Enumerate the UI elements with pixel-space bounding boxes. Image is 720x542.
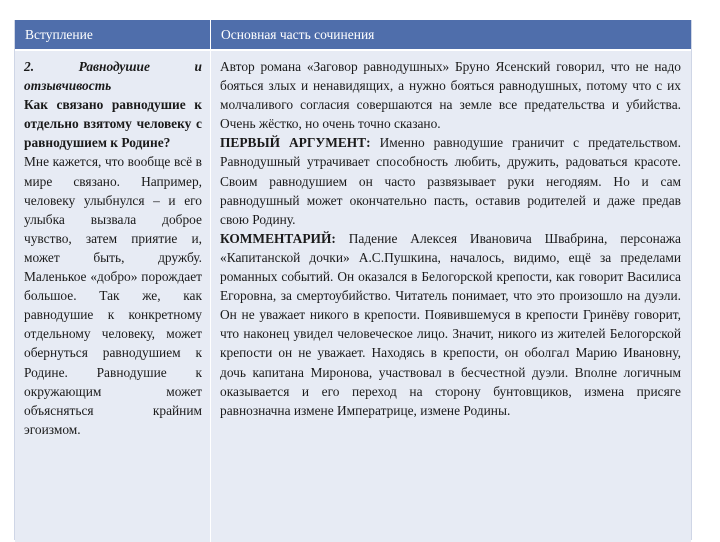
main-argument: [220, 133, 681, 228]
argument-text: Именно равнодушие граничит с предательством. Равнодушный утрачивает способность любить, дружить, радоваться красоте. Своим равнодушием он часто развязывает руки негодяям. Но и сам равнодушный может окончательно пасть, оставив родителей и даже предав свою Родину.: [220, 135, 681, 227]
argument-label: ПЕРВЫЙ АРГУМЕНТ:: [220, 135, 371, 151]
intro-text: Мне кажется, что вообще всё в мире связано. Например, человеку улыбнулся – и его улыбка вызвала доброе чувство, затем приятие и, может быть, дружбу. Маленькое «добро» порождает большое. Так же, как равнодушие к конкретному отдельному человеку, может обернуться равнодушием к Родине. Равнодушие к окружающим может объясняться крайним эгоизмом.: [24, 154, 202, 437]
intro-question: Как связано равнодушие к отдельно взятому человеку с равнодушием к Родине?: [24, 97, 202, 151]
main-epigraph: Автор романа «Заговор равнодушных» Бруно Ясенский говорил, что не надо бояться злых и ненавидящих, а нужно бояться равнодушных, потому что с их молчаливого согласия совершаются на земле все предательства и убийства. Очень жёстко, но очень точно сказано.: [220, 59, 681, 132]
main-comment: [220, 229, 681, 420]
main-cell: [211, 51, 691, 542]
table-header: [15, 20, 691, 49]
intro-cell: [15, 51, 211, 542]
table-body: [15, 49, 691, 542]
intro-topic: 2. Равнодушие и отзывчивость: [24, 59, 202, 94]
header-intro: Вступление: [15, 20, 211, 49]
comment-label: КОММЕНТАРИЙ:: [220, 230, 336, 246]
essay-table: [14, 20, 692, 540]
comment-text: Падение Алексея Ивановича Швабрина, персонажа «Капитанской дочки» А.С.Пушкина, началось, видимо, ещё за пределами романных событий. Он оказался в Белогорской крепости, как говорит Василиса Егоровна, за смертоубийство. Читатель понимает, что это произошло на дуэли. Он не уважает никого в крепости. Появившемуся в крепости Гринёву говорит, что наконец увидел человеческое лицо. Значит, никого из жителей Белогорской крепости он не уважает. Находясь в крепости, он оболгал Марию Ивановну, дочь капитана Миронова, участвовал в бесчестной дуэли. Вполне логичным оказывается и его переход на сторону бунтовщиков, измена присяге равнозначна измене Императрице, измене Родины.: [220, 230, 681, 418]
header-main: Основная часть сочинения: [221, 27, 375, 42]
